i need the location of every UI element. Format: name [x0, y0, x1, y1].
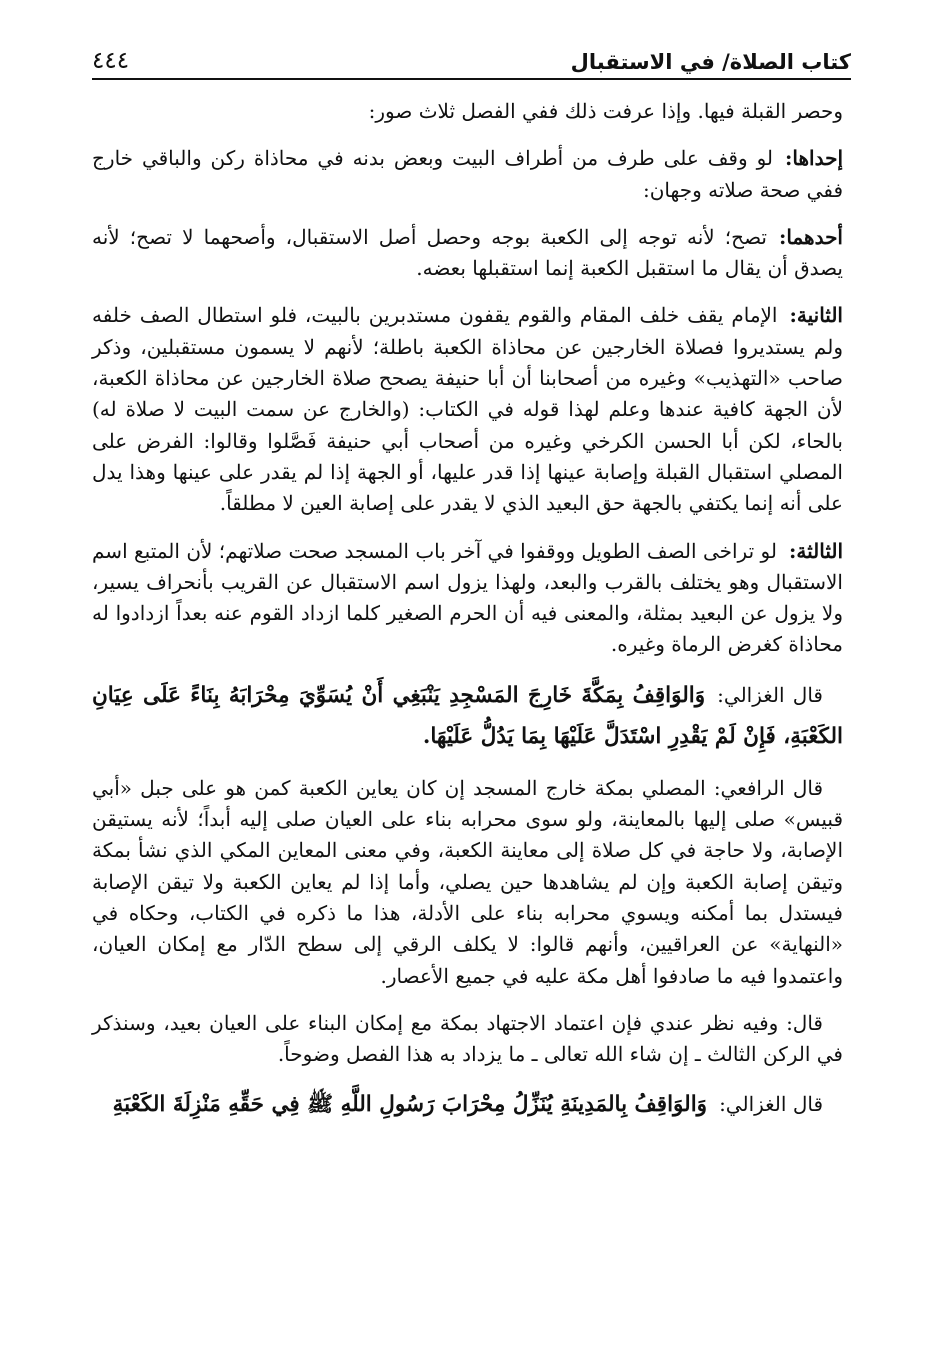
quote-speaker: قال الغزالي: [719, 1092, 823, 1117]
paragraph-rafii-commentary: قال الرافعي: المصلي بمكة خارج المسجد إن كان يعاين الكعبة كمن هو على جبل «أبي قبيس» صلى إليها بالمعاينة، ولو سوى محرابه بناء على العيان صلى إليه أبداً؛ لأنه يستيقن الإصابة، ولا حاجة في كل صلاة إلى معاينة الكعبة، وفي معنى المعاين المكي الذي نشأ بمكة وتيقن إصابة الكعبة وإن لم يشاهدها حين يصلي، وأما إذا لم يعاين الكعبة ولا تيقن الإصابة فيستدل بما أمكنه ويسوي محرابه بناء على الأدلة، هذا ما ذكره في الكتاب، وحكاه في «النهاية» عن العراقيين، وأنهم قالوا: لا يكلف الرقي إلى سطح الدّار مع إمكان العيان، واعتمدوا فيه ما صادفوا أهل مكة عليه في جميع الأعصار. [92, 775, 844, 988]
paragraph-third-case [92, 536, 843, 661]
paragraph-two-views [92, 222, 843, 285]
paragraph-text: الإمام يقف خلف المقام والقوم يقفون مستدبرين بالبيت، فلو استطال الصف خلفه ولم يستديروا فصلاة الخارجين عن محاذاة الكعبة باطلة؛ لأنهم لا يسمون مستقبلين، وذكر صاحب «التهذيب» وغيره من أصحابنا أن أبا حنيفة يصحح صلاة الخارجين عن محاذاة الكعبة، لأن الجهة كافية عندها وعلم لهذا قوله في الكتاب: (والخارج عن سمت البيت لا صلاة له) بالحاء، لكن أبا الحسن الكرخي وغيره من أصحاب أبي حنيفة فَصَّلوا وقالوا: الفرض على المصلي استقبال القبلة وإصابة عينها إذا قدر عليها، أو الجهة إذا لم يقدر على عينها وهذا يدل على أنه إنما يكتفي بالجهة حق البعيد الذي لا يقدر على إصابة العين لا مطلقاً. [92, 303, 843, 516]
paragraph-remark: قال: وفيه نظر عندي فإن اعتماد الاجتهاد بمكة مع إمكان البناء على العيان بعيد، وسنذكر في الركن الثالث ـ إن شاء الله تعالى ـ ما يزداد به هذا الفصل وضوحاً. [92, 1010, 843, 1067]
page-number: ٤٤٤ [92, 48, 130, 74]
paragraph-text: لو تراخى الصف الطويل ووقفوا في آخر باب المسجد صحت صلاتهم؛ لأن المتبع اسم الاستقبال وهو يختلف بالقرب والبعد، ولهذا يزول اسم الاستقبال عن القريب بأنحراف يسير، ولا يزول عن البعيد بمثلة، والمعنى فيه أن الحرم الصغير كلما ازداد القوم عنه بعداً ازدادوا له محاذاة كغرض الرماة وغيره. [92, 538, 843, 657]
paragraph-intro: وحصر القبلة فيها. وإذا عرفت ذلك ففي الفصل ثلاث صور: [368, 99, 843, 123]
ghazali-quote-medina [92, 1084, 843, 1125]
paragraph-first-case [92, 143, 843, 206]
paragraph-text: تصح؛ لأنه توجه إلى الكعبة بوجه وحصل أصل الاستقبال، وأصحهما لا تصح؛ لأنه يصدق أن يقال ما استقبل الكعبة إنما استقبلها بعضه. [92, 224, 843, 281]
paragraph-lead: إحداها: [785, 146, 843, 171]
running-title: كتاب الصلاة/ في الاستقبال [570, 50, 851, 74]
paragraph-text: لو وقف على طرف من أطراف البيت وبعض بدنه في محاذاة ركن والباقي خارج ففي صحة صلاته وجهان: [92, 146, 843, 202]
page-header [92, 36, 851, 80]
paragraph-lead: الثالثة: [788, 538, 843, 563]
paragraph-lead: الثانية: [789, 303, 843, 328]
page-body [92, 96, 843, 1135]
ghazali-quote-mecca [92, 675, 843, 757]
quote-text: وَالوَاقِفُ بِمَكَّةَ خَارِجَ المَسْجِدِ يَنْبَغِي أَنْ يُسَوِّيَ مِحْرَابَهُ بِنَاءً عَلَى عِيَانِ الكَعْبَةِ، فَإِنْ لَمْ يَقْدِرِ اسْتَدَلَّ عَلَيْهَا بِمَا يَدُلُّ عَلَيْهَا. [92, 682, 843, 749]
paragraph-second-case [92, 300, 843, 519]
paragraph-lead: أحدهما: [778, 224, 843, 249]
quote-speaker: قال الغزالي: [717, 682, 823, 707]
quote-text: وَالوَاقِفُ بِالمَدِينَةِ يُنَزِّلُ مِحْرَابَ رَسُولِ اللَّهِ ﷺ فِي حَقِّهِ مَنْزِلَةَ الكَعْبَةِ [112, 1092, 708, 1118]
